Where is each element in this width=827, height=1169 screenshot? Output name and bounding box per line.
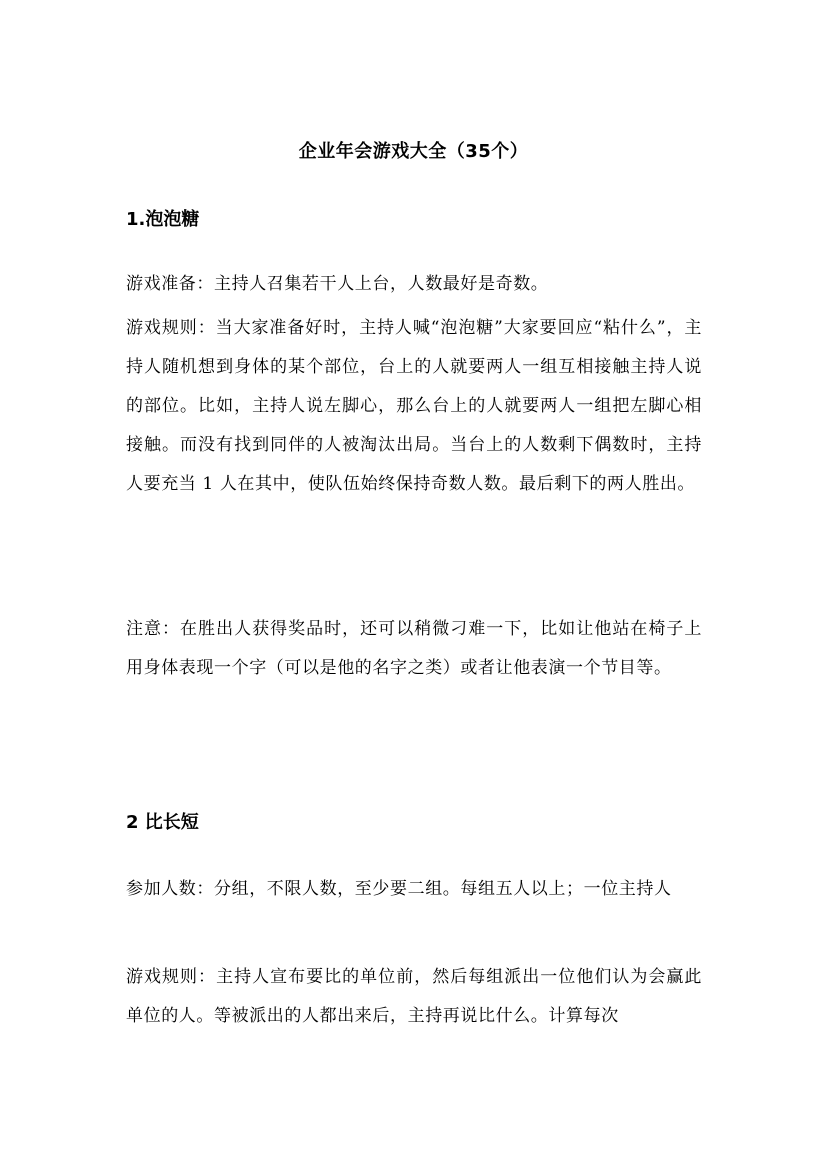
game-rules-paragraph-2: 游戏规则：主持人宣布要比的单位前，然后每组派出一位他们认为会赢此单位的人。等被派出的人都出来后，主持再说比什么。计算每次 [126,967,702,1026]
document-title: 企业年会游戏大全（35个） [298,141,529,162]
section-heading-1: 1.泡泡糖 [126,209,200,230]
note-paragraph: 注意：在胜出人获得奖品时，还可以稍微刁难一下，比如让他站在椅子上用身体表现一个字（可以是他的名字之类）或者让他表演一个节目等。 [126,619,702,678]
section-heading-2: 2 比长短 [126,812,199,833]
participants-paragraph: 参加人数：分组，不限人数，至少要二组。每组五人以上；一位主持人 [126,879,672,899]
game-prep-paragraph: 游戏准备：主持人召集若干人上台，人数最好是奇数。 [126,274,549,294]
game-rules-paragraph: 游戏规则：当大家准备好时，主持人喊“泡泡糖”大家要回应“粘什么”，主持人随机想到身体的某个部位，台上的人就要两人一组互相接触主持人说的部位。比如，主持人说左脚心，那么台上的人就要两人一组把左脚心相接触。而没有找到同伴的人被淘汰出局。当台上的人数剩下偶数时，主持人要充当 1 人在其中，使队伍始终保持奇数人数。最后剩下的两人胜出。 [126,318,702,494]
